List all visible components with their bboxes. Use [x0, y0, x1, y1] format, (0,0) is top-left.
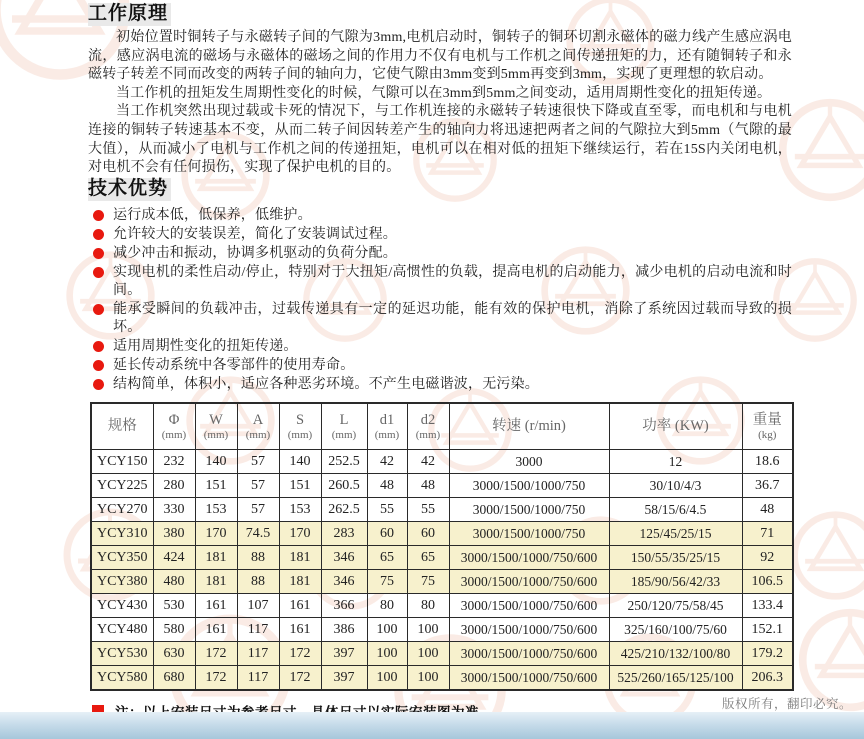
spec-value-cell: 206.3: [742, 666, 793, 690]
spec-value-cell: 280: [153, 474, 195, 498]
spec-value-cell: 346: [321, 546, 367, 570]
copyright-text: 版权所有，翻印必究。: [721, 697, 852, 711]
working-principle-paragraph: 当工作机突然出现过载或卡死的情况下，与工作机连接的永磁转子转速很快下降或直至零，而电机和与电机连接的铜转子转速基本不变，从而二转子间因转差产生的轴向力将迅速把两者之间的气隙拉大到5mm（气隙的最大值），从而减小了电机与工作机之间的传递扭矩，电机可以在相对低的扭矩下继续运行，若在15S内关闭电机，对电机不会有任何损伤，实现了保护电机的目的。: [88, 104, 792, 176]
spec-value-cell: 262.5: [321, 498, 367, 522]
bullet-dot-icon: [93, 360, 104, 371]
column-header-label: Φ: [168, 411, 180, 428]
column-header: [153, 403, 195, 450]
column-header-unit: (mm): [203, 428, 229, 441]
bullet-dot-icon: [93, 248, 104, 259]
spec-value-cell: 346: [321, 570, 367, 594]
spec-value-cell: 60: [367, 522, 407, 546]
table-row: [91, 450, 793, 474]
spec-value-cell: 170: [195, 522, 237, 546]
advantage-item: [88, 357, 792, 375]
spec-value-cell: 181: [279, 546, 321, 570]
column-header: [321, 403, 367, 450]
spec-value-cell: 30/10/4/3: [609, 474, 742, 498]
spec-value-cell: 397: [321, 666, 367, 690]
spec-value-cell: 12: [609, 450, 742, 474]
spec-name-cell: YCY480: [91, 618, 153, 642]
spec-value-cell: 140: [279, 450, 321, 474]
spec-value-cell: 57: [237, 498, 279, 522]
spec-value-cell: 74.5: [237, 522, 279, 546]
column-header-label: W: [209, 411, 223, 428]
spec-value-cell: 150/55/35/25/15: [609, 546, 742, 570]
watermark-logo-icon: [788, 508, 864, 608]
spec-value-cell: 386: [321, 618, 367, 642]
column-header-label: 转速 (r/min): [492, 418, 566, 434]
bullet-dot-icon: [93, 267, 104, 278]
working-principle-paragraph: 初始位置时铜转子与永磁转子间的气隙为3mm,电机启动时，铜转子的铜环切割永磁体的磁力线产生感应涡电流，感应涡电流的磁场与永磁体的磁场之间的作用力不仅有电机与工作机之间传递扭矩的力，还有随铜转子和永磁转子转差不同而改变的两转子间的轴向力，它使气隙由3mm变到5mm再变到3mm，实现了更理想的软启动。: [88, 30, 792, 83]
spec-value-cell: 65: [407, 546, 449, 570]
advantage-item-text: 实现电机的柔性启动/停止，特别对于大扭矩/高惯性的负载，提高电机的启动能力，减少电机的启动电流和时间。: [113, 264, 792, 298]
advantage-item-text: 减少冲击和振动，协调多机驱动的负荷分配。: [113, 245, 397, 261]
spec-value-cell: 283: [321, 522, 367, 546]
table-row: [91, 618, 793, 642]
advantage-item: [88, 264, 792, 300]
spec-value-cell: 48: [407, 474, 449, 498]
advantage-item-text: 结构简单，体积小，适应各种恶劣环境。不产生电磁谐波，无污染。: [113, 376, 539, 392]
table-row: [91, 546, 793, 570]
spec-value-cell: 107: [237, 594, 279, 618]
spec-value-cell: 3000/1500/1000/750/600: [449, 546, 609, 570]
spec-value-cell: 152.1: [742, 618, 793, 642]
spec-value-cell: 75: [367, 570, 407, 594]
spec-name-cell: YCY430: [91, 594, 153, 618]
spec-name-cell: YCY380: [91, 570, 153, 594]
advantage-item: [88, 301, 792, 337]
column-header-unit: (mm): [374, 428, 400, 441]
table-row: [91, 474, 793, 498]
spec-value-cell: 100: [407, 618, 449, 642]
advantage-item-text: 运行成本低，低保养，低维护。: [113, 207, 312, 223]
spec-value-cell: 151: [279, 474, 321, 498]
spec-name-cell: YCY350: [91, 546, 153, 570]
column-header: [91, 403, 153, 450]
spec-table-header-row: [91, 403, 793, 450]
table-row: [91, 666, 793, 690]
column-header-unit: (mm): [415, 428, 441, 441]
spec-value-cell: 170: [279, 522, 321, 546]
spec-value-cell: 42: [407, 450, 449, 474]
section-title-working-principle: 工作原理: [88, 3, 171, 26]
spec-value-cell: 3000/1500/1000/750/600: [449, 594, 609, 618]
spec-value-cell: 172: [279, 666, 321, 690]
column-header-label: S: [295, 411, 305, 428]
advantage-item: [88, 226, 792, 244]
spec-value-cell: 117: [237, 618, 279, 642]
advantage-item-text: 允许较大的安装误差，简化了安装调试过程。: [113, 226, 397, 242]
spec-name-cell: YCY270: [91, 498, 153, 522]
spec-value-cell: 232: [153, 450, 195, 474]
spec-value-cell: 58/15/6/4.5: [609, 498, 742, 522]
column-header: [279, 403, 321, 450]
spec-value-cell: 181: [195, 570, 237, 594]
spec-value-cell: 260.5: [321, 474, 367, 498]
spec-value-cell: 172: [195, 666, 237, 690]
bullet-dot-icon: [93, 210, 104, 221]
spec-value-cell: 3000: [449, 450, 609, 474]
column-header-label: L: [339, 411, 349, 428]
column-header-label: d1: [379, 411, 395, 428]
column-header: [449, 403, 609, 450]
spec-value-cell: 48: [367, 474, 407, 498]
column-header: [195, 403, 237, 450]
column-header: [609, 403, 742, 450]
spec-value-cell: 153: [279, 498, 321, 522]
spec-value-cell: 161: [279, 618, 321, 642]
spec-value-cell: 140: [195, 450, 237, 474]
spec-value-cell: 75: [407, 570, 449, 594]
spec-value-cell: 60: [407, 522, 449, 546]
advantages-list: [88, 207, 792, 394]
column-header-label: 功率 (KW): [642, 418, 709, 434]
bullet-dot-icon: [93, 379, 104, 390]
spec-value-cell: 366: [321, 594, 367, 618]
spec-value-cell: 250/120/75/58/45: [609, 594, 742, 618]
spec-value-cell: 133.4: [742, 594, 793, 618]
table-row: [91, 642, 793, 666]
column-header: [237, 403, 279, 450]
spec-value-cell: 65: [367, 546, 407, 570]
column-header-unit: (mm): [245, 428, 271, 441]
spec-value-cell: 36.7: [742, 474, 793, 498]
advantage-item: [88, 338, 792, 356]
spec-value-cell: 525/260/165/125/100: [609, 666, 742, 690]
spec-value-cell: 630: [153, 642, 195, 666]
advantage-item: [88, 245, 792, 263]
spec-value-cell: 172: [279, 642, 321, 666]
spec-value-cell: 57: [237, 450, 279, 474]
spec-value-cell: 18.6: [742, 450, 793, 474]
spec-value-cell: 252.5: [321, 450, 367, 474]
spec-value-cell: 181: [195, 546, 237, 570]
spec-value-cell: 480: [153, 570, 195, 594]
spec-name-cell: YCY225: [91, 474, 153, 498]
advantage-item: [88, 207, 792, 225]
spec-value-cell: 380: [153, 522, 195, 546]
spec-value-cell: 55: [367, 498, 407, 522]
table-row: [91, 498, 793, 522]
spec-value-cell: 185/90/56/42/33: [609, 570, 742, 594]
column-header-unit: (mm): [161, 428, 187, 441]
spec-value-cell: 100: [367, 618, 407, 642]
spec-value-cell: 580: [153, 618, 195, 642]
spec-value-cell: 117: [237, 642, 279, 666]
column-header-unit: (mm): [331, 428, 357, 441]
advantage-item-text: 适用周期性变化的扭矩传递。: [113, 338, 298, 354]
column-header: [407, 403, 449, 450]
spec-value-cell: 92: [742, 546, 793, 570]
spec-value-cell: 80: [367, 594, 407, 618]
column-header-label: d2: [420, 411, 436, 428]
spec-value-cell: 100: [407, 642, 449, 666]
bullet-dot-icon: [93, 229, 104, 240]
spec-value-cell: 125/45/25/15: [609, 522, 742, 546]
spec-value-cell: 330: [153, 498, 195, 522]
spec-table-body: [91, 450, 793, 690]
table-row: [91, 570, 793, 594]
spec-name-cell: YCY580: [91, 666, 153, 690]
spec-value-cell: 161: [195, 594, 237, 618]
page-bottom-band: [0, 712, 864, 739]
section-title-advantages: 技术优势: [88, 178, 171, 201]
spec-value-cell: 80: [407, 594, 449, 618]
spec-value-cell: 3000/1500/1000/750/600: [449, 642, 609, 666]
spec-value-cell: 161: [279, 594, 321, 618]
table-row: [91, 594, 793, 618]
spec-value-cell: 161: [195, 618, 237, 642]
spec-value-cell: 530: [153, 594, 195, 618]
spec-name-cell: YCY530: [91, 642, 153, 666]
advantage-item-text: 能承受瞬间的负载冲击，过载传递具有一定的延迟功能，能有效的保护电机，消除了系统因过载而导致的损坏。: [113, 301, 792, 335]
working-principle-paragraph: 当工作机的扭矩发生周期性变化的时候，气隙可以在3mm到5mm之间变动，适用周期性变化的扭矩传递。: [116, 85, 772, 101]
spec-value-cell: 100: [367, 666, 407, 690]
spec-value-cell: 172: [195, 642, 237, 666]
spec-value-cell: 425/210/132/100/80: [609, 642, 742, 666]
column-header-unit: (mm): [287, 428, 313, 441]
advantage-item-text: 延长传动系统中各零部件的使用寿命。: [113, 357, 355, 373]
spec-value-cell: 3000/1500/1000/750: [449, 522, 609, 546]
bullet-dot-icon: [93, 304, 104, 315]
spec-table-header: [91, 403, 793, 450]
spec-value-cell: 88: [237, 546, 279, 570]
column-header-unit: (kg): [758, 428, 777, 441]
advantage-item: [88, 376, 792, 394]
spec-value-cell: 181: [279, 570, 321, 594]
spec-value-cell: 100: [407, 666, 449, 690]
spec-value-cell: 179.2: [742, 642, 793, 666]
spec-value-cell: 3000/1500/1000/750: [449, 474, 609, 498]
spec-value-cell: 151: [195, 474, 237, 498]
spec-value-cell: 57: [237, 474, 279, 498]
spec-value-cell: 325/160/100/75/60: [609, 618, 742, 642]
spec-table: [90, 402, 794, 691]
spec-value-cell: 3000/1500/1000/750/600: [449, 618, 609, 642]
working-principle-text: [88, 29, 792, 178]
column-header-label: A: [252, 411, 264, 428]
bullet-dot-icon: [93, 341, 104, 352]
spec-value-cell: 100: [367, 642, 407, 666]
spec-value-cell: 424: [153, 546, 195, 570]
column-header-label: 规格: [107, 418, 137, 434]
spec-value-cell: 106.5: [742, 570, 793, 594]
spec-value-cell: 153: [195, 498, 237, 522]
spec-value-cell: 397: [321, 642, 367, 666]
spec-name-cell: YCY150: [91, 450, 153, 474]
spec-value-cell: 42: [367, 450, 407, 474]
spec-value-cell: 680: [153, 666, 195, 690]
table-row: [91, 522, 793, 546]
column-header-label: 重量: [752, 411, 782, 428]
spec-value-cell: 48: [742, 498, 793, 522]
spec-value-cell: 3000/1500/1000/750/600: [449, 570, 609, 594]
column-header: [367, 403, 407, 450]
spec-value-cell: 117: [237, 666, 279, 690]
spec-value-cell: 71: [742, 522, 793, 546]
spec-value-cell: 55: [407, 498, 449, 522]
column-header: [742, 403, 793, 450]
page-content: [88, 3, 792, 721]
spec-value-cell: 88: [237, 570, 279, 594]
spec-value-cell: 3000/1500/1000/750: [449, 498, 609, 522]
spec-name-cell: YCY310: [91, 522, 153, 546]
spec-value-cell: 3000/1500/1000/750/600: [449, 666, 609, 690]
